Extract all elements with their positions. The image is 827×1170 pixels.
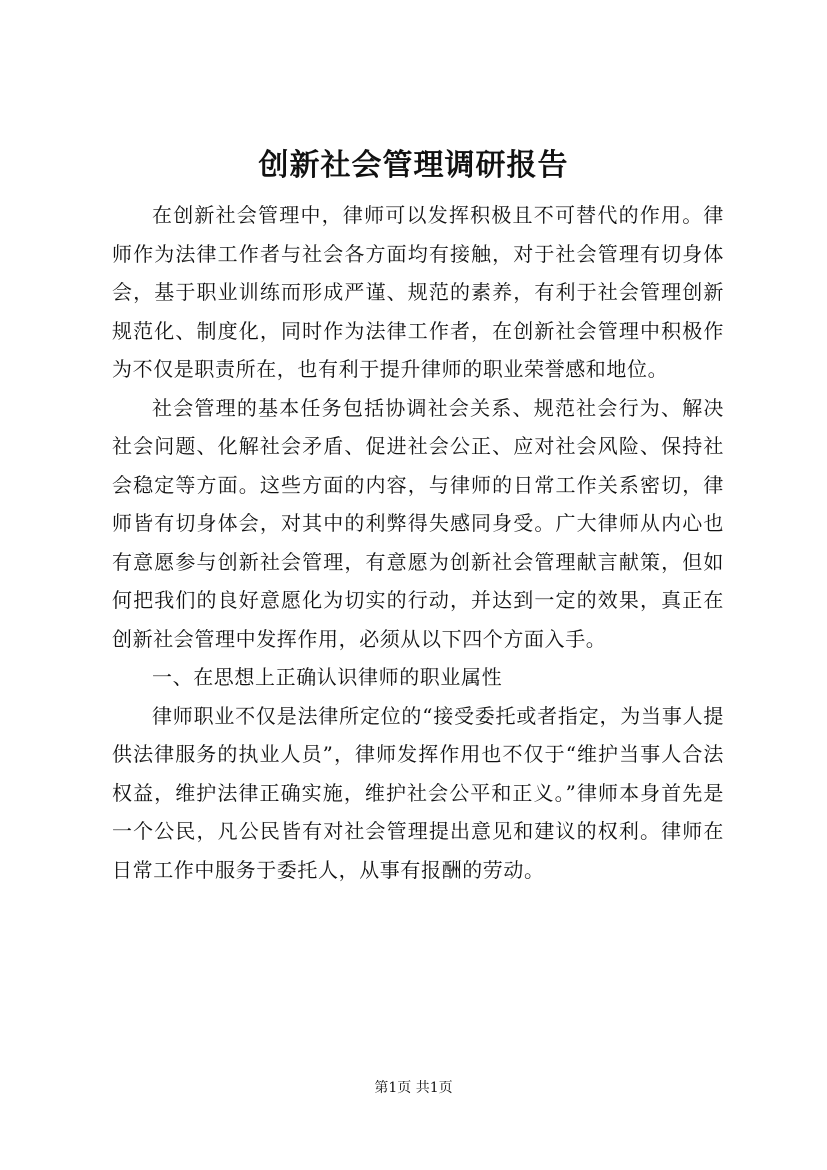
page-number-label: 第1页 共1页 [374,1080,453,1096]
paragraph-3: 律师职业不仅是法律所定位的“接受委托或者指定，为当事人提供法律服务的执业人员”，律师发挥作用也不仅于“维护当事人合法权益，维护法律正确实施，维护社会公平和正义。”律师本身首先是一个公民，凡公民皆有对社会管理提出意见和建议的权利。律师在日常工作中服务于委托人，从事有报酬的劳动。 [112,703,724,882]
paragraph-1: 在创新社会管理中，律师可以发挥积极且不可替代的作用。律师作为法律工作者与社会各方面均有接触，对于社会管理有切身体会，基于职业训练而形成严谨、规范的素养，有利于社会管理创新规范化、制度化，同时作为法律工作者，在创新社会管理中积极作为不仅是职责所在，也有利于提升律师的职业荣誉感和地位。 [112,203,724,381]
page-footer [0,1078,827,1098]
paragraph-2: 社会管理的基本任务包括协调社会关系、规范社会行为、解决社会问题、化解社会矛盾、促进社会公正、应对社会风险、保持社会稳定等方面。这些方面的内容，与律师的日常工作关系密切，律师皆有切身体会，对其中的利弊得失感同身受。广大律师从内心也有意愿参与创新社会管理，有意愿为创新社会管理献言献策，但如何把我们的良好意愿化为切实的行动，并达到一定的效果，真正在创新社会管理中发挥作用，必须从以下四个方面入手。 [112,395,724,651]
section-heading: 一、在思想上正确认识律师的职业属性 [152,665,503,689]
document-body [112,196,724,889]
document-title: 创新社会管理调研报告 [258,148,569,183]
